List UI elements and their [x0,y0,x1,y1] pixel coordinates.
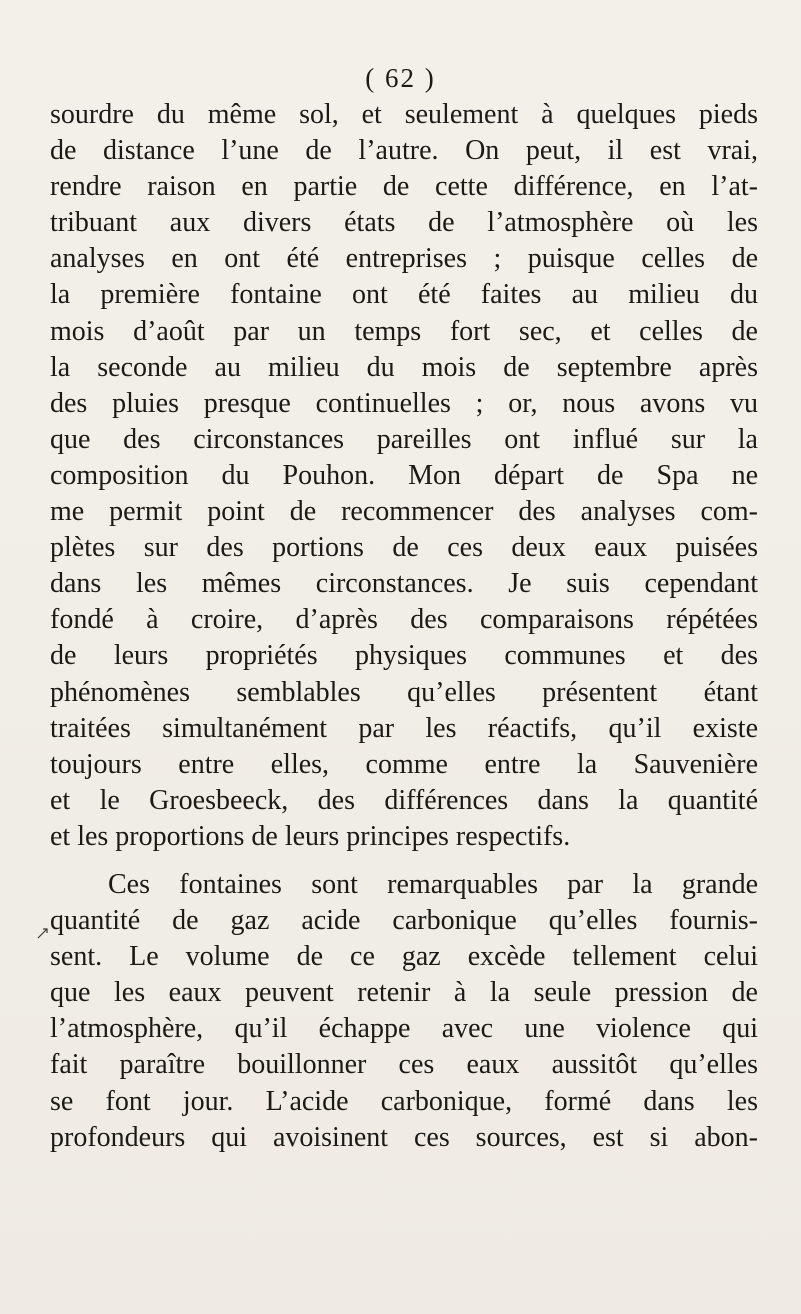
text-line: de leurs propriétés physiques communes et des [50,640,758,672]
text-line: analyses en ont été entreprises ; puisque celles de [50,243,758,275]
text-line: toujours entre elles, comme entre la Sauvenière [50,748,758,780]
paragraph-spacing [50,855,758,867]
ink-mark [36,926,50,940]
text-line: composition du Pouhon. Mon départ de Spa ne [50,459,758,491]
text-line: la seconde au milieu du mois de septembre après [50,351,758,383]
text-line: tribuant aux divers états de l’atmosphère où les [50,207,758,239]
text-line: l’atmosphère, qu’il échappe avec une violence qui [50,1013,758,1045]
text-line: des pluies presque continuelles ; or, nous avons vu [50,387,758,419]
text-line: fondé à croire, d’après des comparaisons répétées [50,604,758,636]
text-line: fait paraître bouillonner ces eaux aussitôt qu’elles [50,1049,758,1081]
text-line: me permit point de recommencer des analyses com- [50,496,758,528]
paragraph-2 [50,867,758,1156]
text-line: que des circonstances pareilles ont influé sur la [50,423,758,455]
text-line: dans les mêmes circonstances. Je suis cependant [50,568,758,600]
text-line: sourdre du même sol, et seulement à quelques pieds [50,99,758,130]
text-line: phénomènes semblables qu’elles présentent étant [50,676,758,708]
text-line: profondeurs qui avoisinent ces sources, est si abon- [50,1121,758,1153]
text-line: quantité de gaz acide carbonique qu’elles fournis- [50,905,758,937]
text-line: et les proportions de leurs principes respectifs. [50,820,571,852]
page-number: ( 62 ) [365,63,436,93]
text-line: traitées simultanément par les réactifs, qu’il existe [50,712,758,744]
text-line: rendre raison en partie de cette différence, en l’at- [50,171,758,203]
paragraph-1 [50,97,758,855]
text-line: et le Groesbeeck, des différences dans la quantité [50,784,758,816]
text-line: sent. Le volume de ce gaz excède tellement celui [50,941,758,973]
body-text [50,97,758,1156]
text-line: Ces fontaines sont remarquables par la grande [108,868,758,900]
text-line: mois d’août par un temps fort sec, et celles de [50,315,758,347]
text-line: plètes sur des portions de ces deux eaux puisées [50,532,758,564]
text-line: de distance l’une de l’autre. On peut, il est vrai, [50,135,758,167]
text-line: la première fontaine ont été faites au milieu du [50,279,758,311]
text-line: que les eaux peuvent retenir à la seule pression de [50,977,758,1009]
text-line: se font jour. L’acide carbonique, formé dans les [50,1085,758,1117]
